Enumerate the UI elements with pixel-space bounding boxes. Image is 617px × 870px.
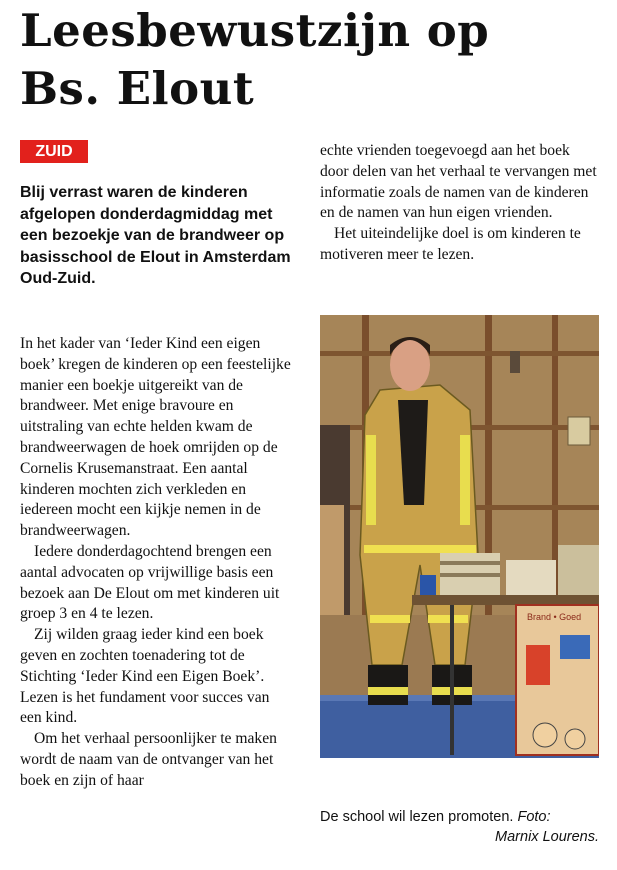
photo-caption xyxy=(320,807,599,847)
article-photo xyxy=(320,315,599,758)
body-paragraph: Iedere donderdagochtend brengen een aantal advocaten op vrijwillige basis een bezoek aan De Elout om met kinderen uit groep 3 en 4 te lezen. xyxy=(20,542,280,623)
lead-paragraph: Blij verrast waren de kinderen afgelopen donderdagmiddag met een bezoekje van de brandweer op basisschool de Elout in Amsterdam Oud-Zuid. xyxy=(20,184,291,287)
body-paragraph: Het uiteindelijke doel is om kinderen te motiveren meer te lezen. xyxy=(320,225,581,263)
headline-line-1: Leesbewustzijn op xyxy=(20,4,490,57)
body-paragraph: In het kader van ‘Ieder Kind een eigen boek’ kregen de kinderen op een feestelijke manier een boekje uitgereikt van de brandweer. Met enige bravoure en uitstraling van echte helden kwam de brandweerwagen de hoek omrijden op de Cornelis Krusemanstraat. Een aantal kinderen mochten zich verkleden en iedereen mocht een kijkje nemen in de brandweerwagen. xyxy=(20,335,291,540)
body-paragraph: Zij wilden graag ieder kind een boek geven en zochten toenadering tot de Stichting ‘Ieder Kind een Eigen Boek’. Lezen is het fundament voor succes van een kind. xyxy=(20,626,270,727)
body-column-right xyxy=(320,141,600,266)
headline-line-2: Bs. Elout xyxy=(20,62,255,115)
body-paragraph: Om het verhaal persoonlijker te maken wordt de naam van de ontvanger van het boek en zijn of haar xyxy=(20,730,277,789)
caption-credit-label: Foto: xyxy=(517,809,551,825)
section-tag: ZUID xyxy=(20,140,88,163)
poster-text: Brand • Goed xyxy=(527,612,582,622)
caption-credit-name: Marnix Lourens. xyxy=(495,829,599,845)
caption-text: De school wil lezen promoten. xyxy=(320,809,514,825)
body-column-left xyxy=(20,334,292,792)
body-paragraph: echte vrienden toegevoegd aan het boek door delen van het verhaal te vervangen met informatie zoals de namen van de kinderen en de namen van hun eigen vrienden. xyxy=(320,142,597,222)
headline xyxy=(20,2,610,118)
